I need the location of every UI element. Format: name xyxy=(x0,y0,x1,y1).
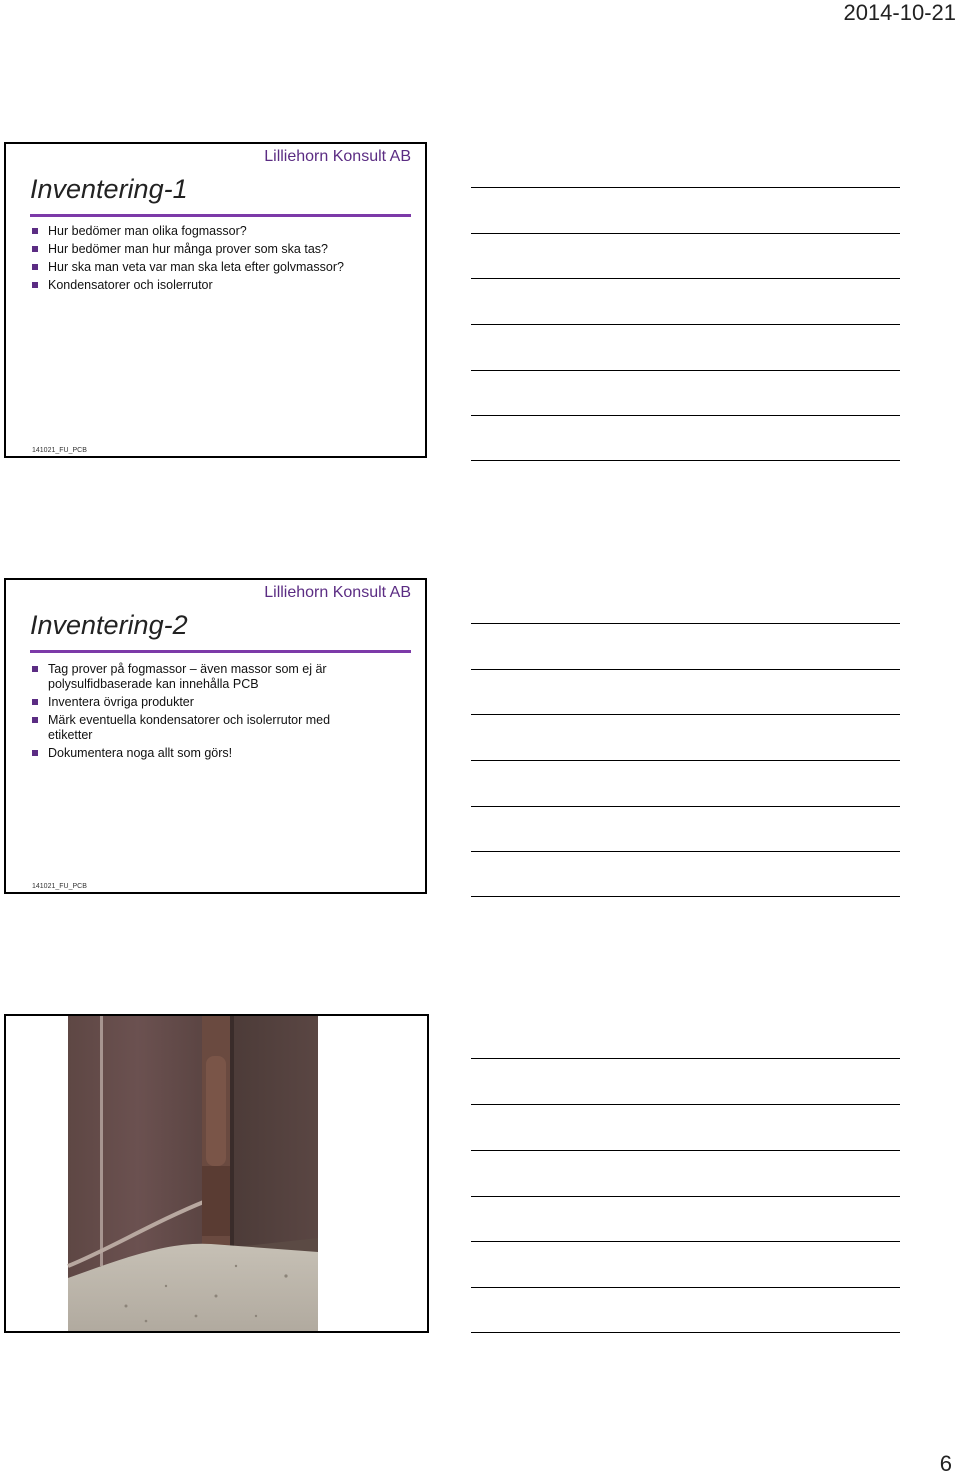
note-line xyxy=(471,278,900,279)
note-line xyxy=(471,669,900,670)
title-divider xyxy=(30,214,411,217)
square-bullet-icon xyxy=(32,246,38,252)
note-line xyxy=(471,1058,900,1059)
square-bullet-icon xyxy=(32,282,38,288)
note-line xyxy=(471,1104,900,1105)
note-line xyxy=(471,324,900,325)
note-line xyxy=(471,1332,900,1333)
page-date: 2014-10-21 xyxy=(843,0,956,25)
list-item: Hur bedömer man hur många prover som ska tas? xyxy=(32,242,365,257)
list-item: Hur ska man veta var man ska leta efter golvmassor? xyxy=(32,260,365,275)
slide-photo xyxy=(4,1014,429,1333)
note-line xyxy=(471,1150,900,1151)
note-line xyxy=(471,370,900,371)
square-bullet-icon xyxy=(32,264,38,270)
square-bullet-icon xyxy=(32,666,38,672)
slide-footer: 141021_FU_PCB xyxy=(32,883,87,890)
list-item: Kondensatorer och isolerrutor xyxy=(32,278,365,293)
slide-footer: 141021_FU_PCB xyxy=(32,447,87,454)
bullet-list xyxy=(32,662,365,764)
wall-corner-photo xyxy=(6,1016,427,1331)
note-line xyxy=(471,896,900,897)
slide-title: Inventering-1 xyxy=(30,174,188,204)
slide-inventering-1 xyxy=(4,142,427,458)
note-line xyxy=(471,415,900,416)
bullet-list xyxy=(32,224,365,296)
note-line xyxy=(471,460,900,461)
company-name: Lilliehorn Konsult AB xyxy=(264,148,411,165)
list-item: Inventera övriga produkter xyxy=(32,695,365,710)
company-name: Lilliehorn Konsult AB xyxy=(264,584,411,601)
square-bullet-icon xyxy=(32,228,38,234)
list-item: Tag prover på fogmassor – även massor som ej är polysulfidbaserade kan innehålla PCB xyxy=(32,662,365,692)
note-line xyxy=(471,1196,900,1197)
note-line xyxy=(471,233,900,234)
note-line xyxy=(471,187,900,188)
note-line xyxy=(471,760,900,761)
note-line xyxy=(471,714,900,715)
note-line xyxy=(471,851,900,852)
list-item: Hur bedömer man olika fogmassor? xyxy=(32,224,365,239)
note-line xyxy=(471,806,900,807)
page-number: 6 xyxy=(939,1451,952,1476)
note-line xyxy=(471,1287,900,1288)
square-bullet-icon xyxy=(32,750,38,756)
square-bullet-icon xyxy=(32,699,38,705)
title-divider xyxy=(30,650,411,653)
list-item: Märk eventuella kondensatorer och isolerrutor med etiketter xyxy=(32,713,365,743)
list-item: Dokumentera noga allt som görs! xyxy=(32,746,365,761)
slide-inventering-2 xyxy=(4,578,427,894)
note-line xyxy=(471,623,900,624)
note-line xyxy=(471,1241,900,1242)
slide-title: Inventering-2 xyxy=(30,610,188,640)
square-bullet-icon xyxy=(32,717,38,723)
